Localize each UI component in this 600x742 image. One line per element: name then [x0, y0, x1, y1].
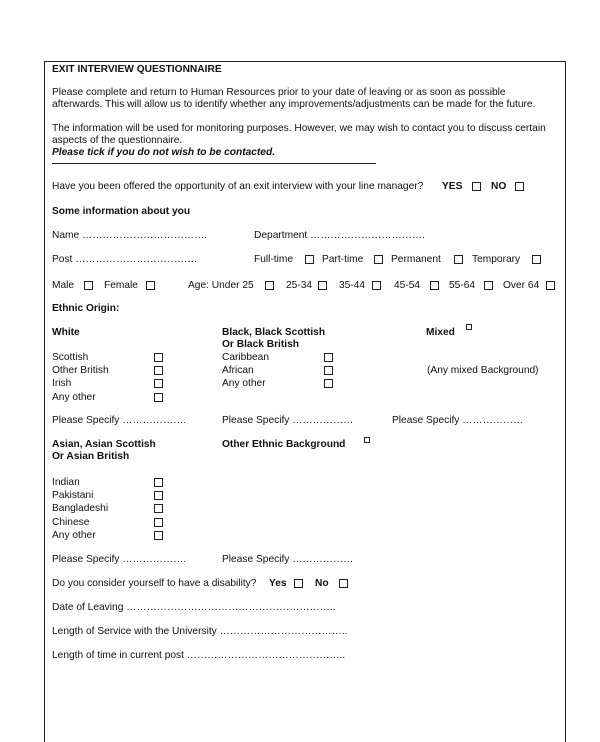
age-35-44-label: 35-44 — [339, 280, 366, 291]
white-option-scottish: Scottish — [52, 352, 89, 363]
female-label: Female — [104, 280, 138, 291]
black-heading-1: Black, Black Scottish — [222, 327, 326, 338]
permanent-label: Permanent — [391, 254, 441, 265]
mixed-option: (Any mixed Background) — [427, 365, 539, 376]
exit-interview-no-label: NO — [491, 181, 507, 192]
age-over-64-checkbox[interactable] — [546, 281, 555, 290]
exit-interview-yes-checkbox[interactable] — [472, 182, 481, 191]
white-option-any-other: Any other — [52, 392, 96, 403]
white-option-irish: Irish — [52, 378, 72, 389]
temporary-label: Temporary — [472, 254, 521, 265]
intro-line-4: aspects of the questionnaire. — [52, 135, 183, 146]
asian-option-chinese: Chinese — [52, 517, 90, 528]
disability-yes-label: Yes — [269, 578, 287, 589]
tick-notice: Please tick if you do not wish to be contacted. — [52, 147, 276, 158]
black-specify-field[interactable]: Please Specify ……………… — [222, 415, 354, 426]
disability-no-checkbox[interactable] — [339, 579, 348, 588]
intro-line-3: The information will be used for monitoring purposes. However, we may wish to contact you to discuss certain — [52, 123, 546, 134]
black-option-caribbean: Caribbean — [222, 352, 270, 363]
male-checkbox[interactable] — [84, 281, 93, 290]
age-over-64-label: Over 64 — [503, 280, 540, 291]
age-45-54-label: 45-54 — [394, 280, 421, 291]
asian-specify-field[interactable]: Please Specify ………………. — [52, 554, 187, 565]
asian-option-pakistani: Pakistani — [52, 490, 94, 501]
part-time-checkbox[interactable] — [374, 255, 383, 264]
age-25-34-checkbox[interactable] — [318, 281, 327, 290]
disability-yes-checkbox[interactable] — [294, 579, 303, 588]
permanent-checkbox[interactable] — [454, 255, 463, 264]
full-time-label: Full-time — [254, 254, 294, 265]
exit-interview-no-checkbox[interactable] — [515, 182, 524, 191]
date-of-leaving-field[interactable]: Date of Leaving …………………………………………………….. — [52, 602, 336, 613]
form-title: EXIT INTERVIEW QUESTIONNAIRE — [52, 64, 222, 75]
exit-interview-yes-label: YES — [442, 181, 463, 192]
asian-option-bangladeshi: Bangladeshi — [52, 503, 109, 514]
mixed-specify-field[interactable]: Please Specify ……………… — [392, 415, 524, 426]
disability-no-label: No — [315, 578, 329, 589]
asian-option-any-other: Any other — [52, 530, 96, 541]
white-scottish-checkbox[interactable] — [154, 353, 163, 362]
other-background-heading: Other Ethnic Background — [222, 439, 346, 450]
age-55-64-checkbox[interactable] — [484, 281, 493, 290]
asian-chinese-checkbox[interactable] — [154, 518, 163, 527]
male-label: Male — [52, 280, 75, 291]
intro-line-1: Please complete and return to Human Resources prior to your date of leaving or as soon as possible — [52, 87, 506, 98]
asian-indian-checkbox[interactable] — [154, 478, 163, 487]
time-in-post-field[interactable]: Length of time in current post ……………………………………….. — [52, 650, 346, 661]
ethnic-heading: Ethnic Origin: — [52, 303, 120, 314]
black-option-any-other: Any other — [222, 378, 266, 389]
age-under-25-label: Age: Under 25 — [188, 280, 254, 291]
asian-option-indian: Indian — [52, 477, 80, 488]
age-35-44-checkbox[interactable] — [372, 281, 381, 290]
contact-rule — [52, 163, 376, 164]
mixed-checkbox[interactable] — [466, 324, 472, 330]
asian-heading-1: Asian, Asian Scottish — [52, 439, 156, 450]
length-of-service-field[interactable]: Length of Service with the University ……………………………….. — [52, 626, 348, 637]
name-field[interactable]: Name ………………………………. — [52, 230, 208, 241]
intro-line-2: afterwards. This will allow us to identify whether any improvements/adjustments can be made for the future. — [52, 99, 536, 110]
age-25-34-label: 25-34 — [286, 280, 313, 291]
asian-pakistani-checkbox[interactable] — [154, 491, 163, 500]
white-specify-field[interactable]: Please Specify ………………. — [52, 415, 187, 426]
asian-any-other-checkbox[interactable] — [154, 531, 163, 540]
post-field[interactable]: Post ……………………………… — [52, 254, 198, 265]
white-any-other-checkbox[interactable] — [154, 393, 163, 402]
age-55-64-label: 55-64 — [449, 280, 476, 291]
white-other-british-checkbox[interactable] — [154, 366, 163, 375]
exit-interview-question: Have you been offered the opportunity of an exit interview with your line manager? — [52, 181, 424, 192]
age-under-25-checkbox[interactable] — [265, 281, 274, 290]
age-45-54-checkbox[interactable] — [430, 281, 439, 290]
asian-heading-2: Or Asian British — [52, 451, 130, 462]
other-background-checkbox[interactable] — [364, 437, 370, 443]
temporary-checkbox[interactable] — [532, 255, 541, 264]
white-irish-checkbox[interactable] — [154, 379, 163, 388]
female-checkbox[interactable] — [146, 281, 155, 290]
asian-bangladeshi-checkbox[interactable] — [154, 504, 163, 513]
department-field[interactable]: Department ……………………………. — [254, 230, 425, 241]
about-heading: Some information about you — [52, 206, 191, 217]
other-specify-field[interactable]: Please Specify ……………… — [222, 554, 354, 565]
black-african-checkbox[interactable] — [324, 366, 333, 375]
black-option-african: African — [222, 365, 254, 376]
part-time-label: Part-time — [322, 254, 364, 265]
disability-question: Do you consider yourself to have a disability? — [52, 578, 257, 589]
mixed-heading: Mixed — [426, 327, 455, 338]
full-time-checkbox[interactable] — [305, 255, 314, 264]
black-caribbean-checkbox[interactable] — [324, 353, 333, 362]
white-option-other-british: Other British — [52, 365, 109, 376]
black-heading-2: Or Black British — [222, 339, 299, 350]
black-any-other-checkbox[interactable] — [324, 379, 333, 388]
white-heading: White — [52, 327, 80, 338]
